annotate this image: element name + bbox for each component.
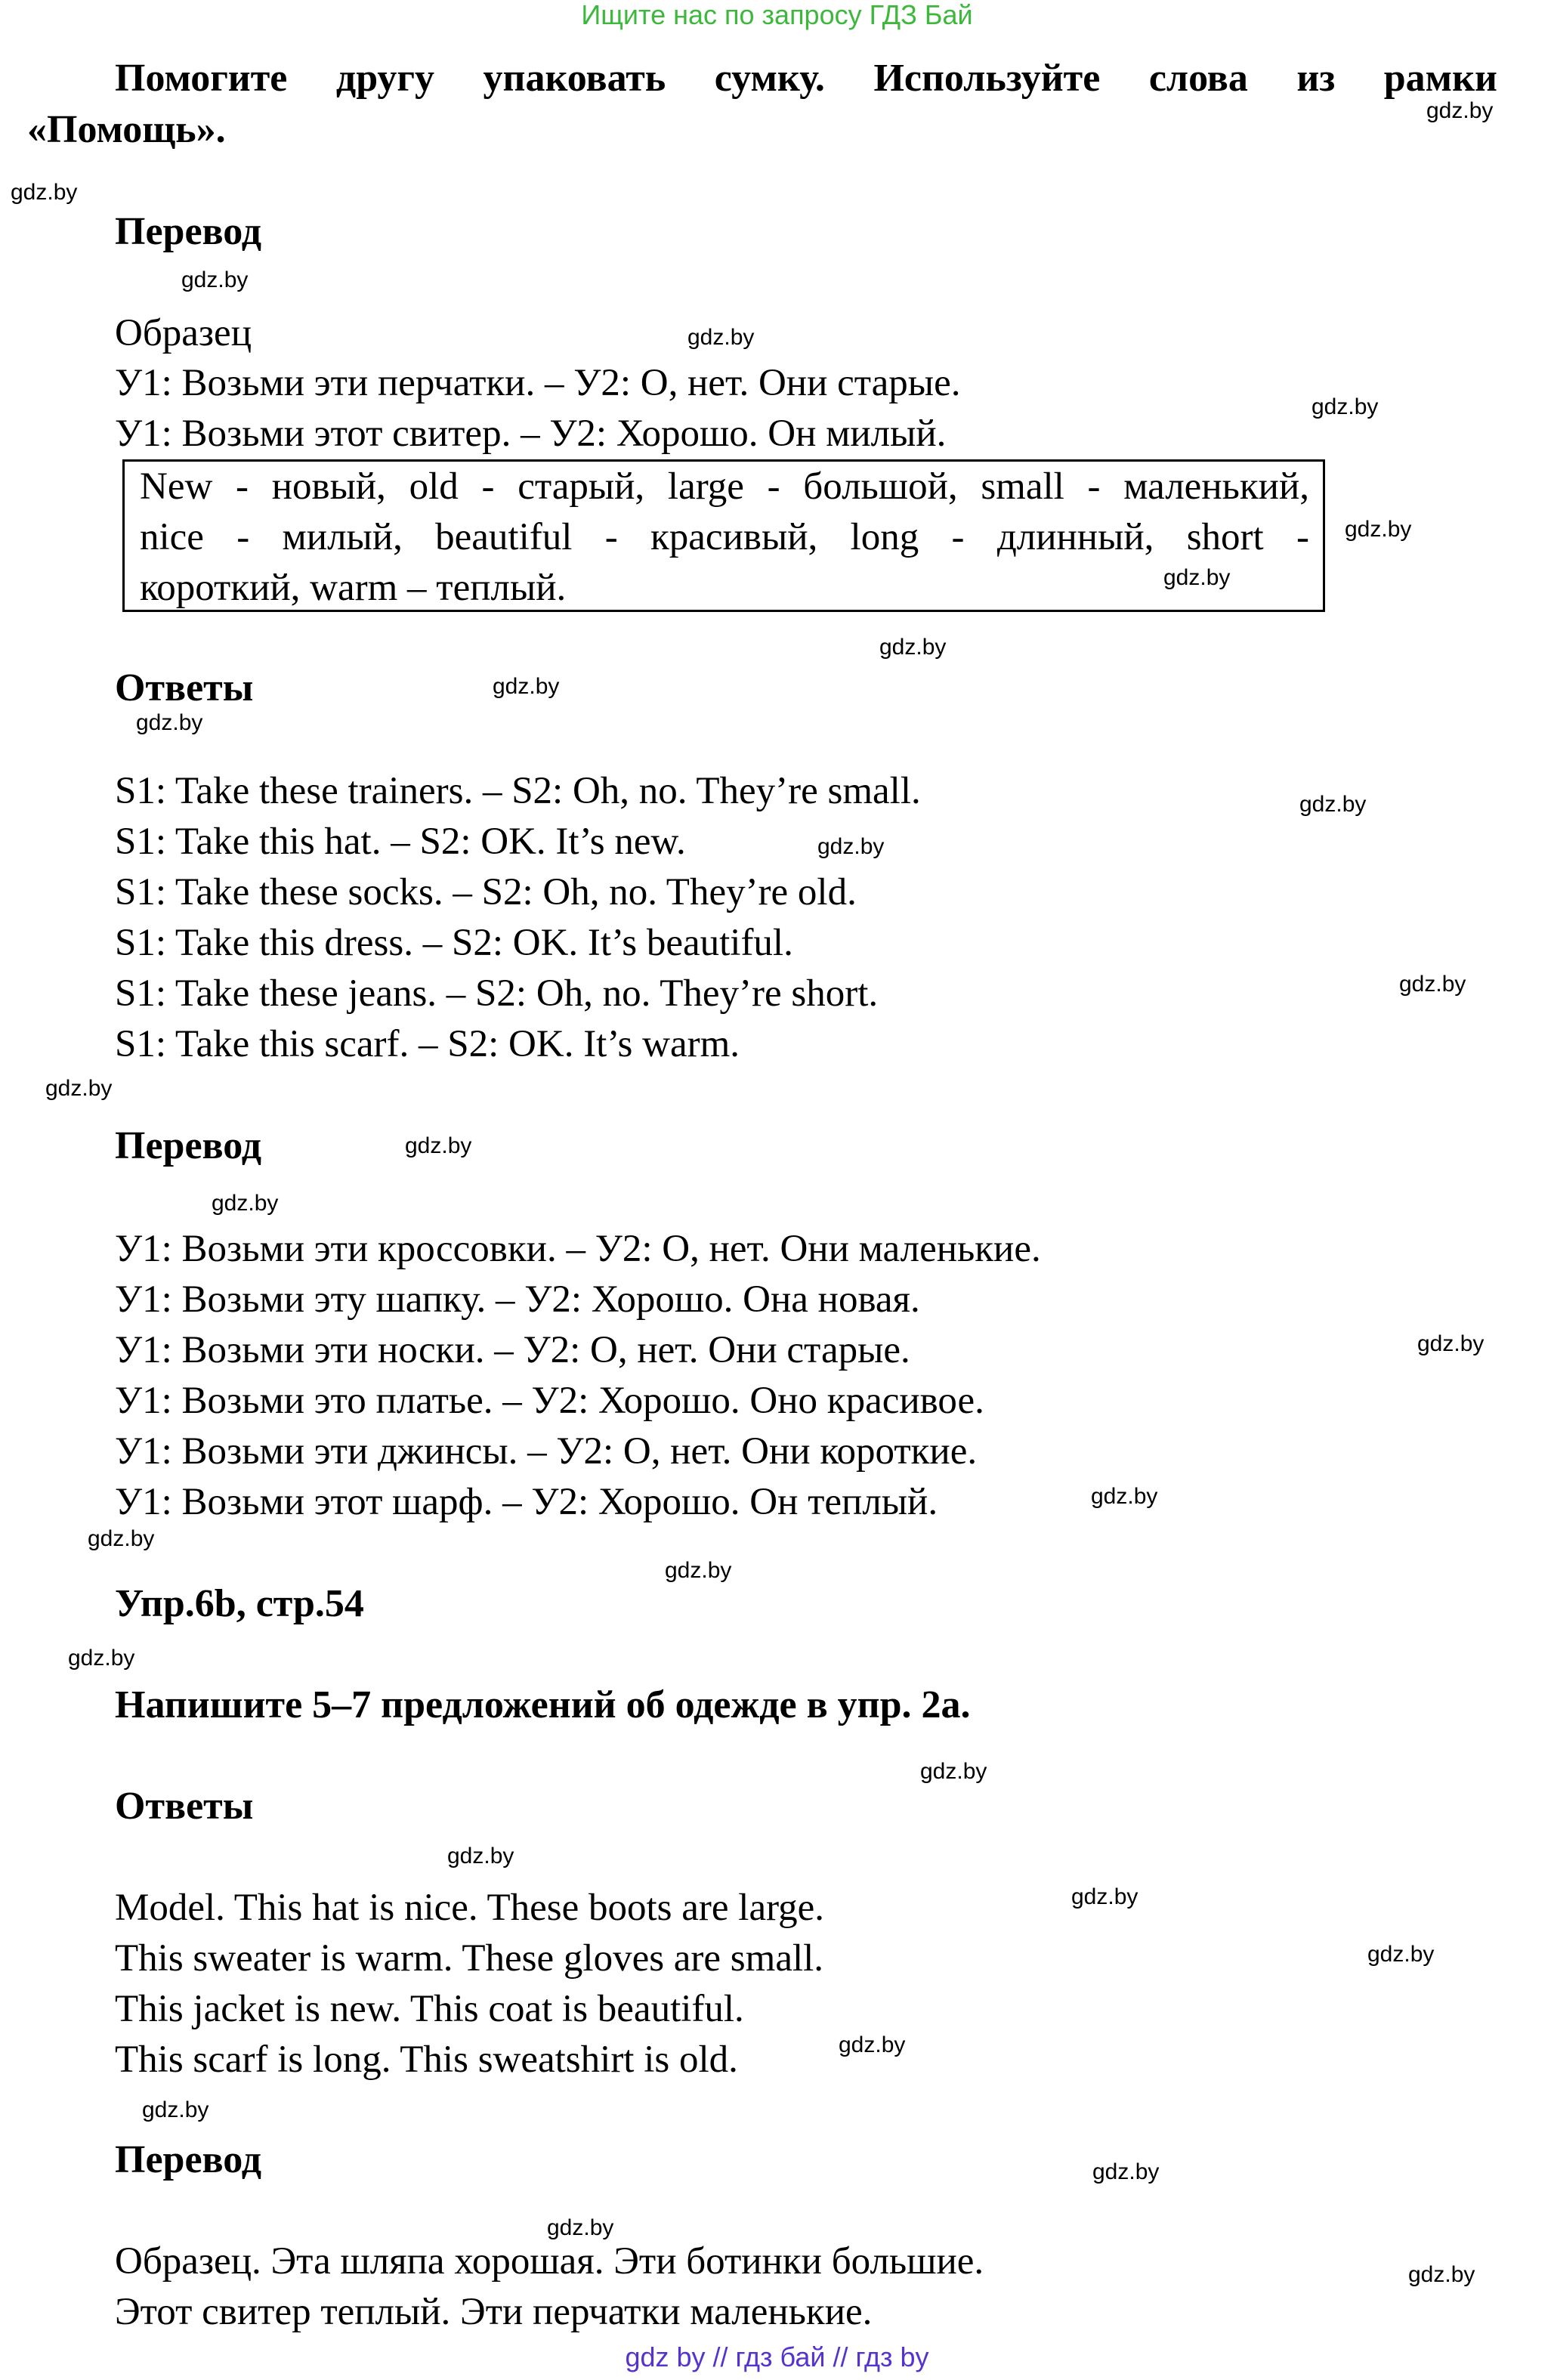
- translation-heading: Перевод: [115, 210, 262, 253]
- watermark: gdz.by: [547, 2215, 614, 2240]
- watermark: gdz.by: [181, 267, 249, 292]
- watermark: gdz.by: [1408, 2262, 1475, 2287]
- watermark: gdz.by: [212, 1191, 279, 1216]
- translation-line: У1: Возьми этот свитер. – У2: Хорошо. Он милый.: [115, 413, 947, 455]
- watermark: gdz.by: [68, 1646, 135, 1671]
- answer-line: This sweater is warm. These gloves are small.: [115, 1937, 824, 1980]
- answer-line: S1: Take these trainers. – S2: Oh, no. They’re small.: [115, 770, 921, 812]
- word-box-line: nice - милый, beautiful - красивый, long - длинный, short -: [140, 516, 1309, 558]
- watermark: gdz.by: [879, 635, 947, 660]
- watermark: gdz.by: [665, 1558, 732, 1583]
- answer-line: S1: Take this hat. – S2: OK. It’s new.: [115, 821, 686, 863]
- answer-line: This jacket is new. This coat is beautiful.: [115, 1988, 744, 2030]
- task-instruction-line-2: «Помощь».: [27, 108, 226, 151]
- watermark: gdz.by: [1345, 517, 1412, 542]
- watermark: gdz.by: [1367, 1942, 1435, 1967]
- watermark: gdz.by: [142, 2097, 209, 2122]
- answer-line: S1: Take this scarf. – S2: OK. It’s warm.: [115, 1023, 740, 1065]
- watermark: gdz.by: [1417, 1331, 1484, 1356]
- translation-line: У1: Возьми эти носки. – У2: О, нет. Они старые.: [115, 1329, 910, 1371]
- watermark: gdz.by: [1311, 394, 1379, 419]
- answer-line: S1: Take these jeans. – S2: Oh, no. They’re short.: [115, 972, 879, 1015]
- translation-line: У1: Возьми это платье. – У2: Хорошо. Оно красивое.: [115, 1380, 984, 1422]
- watermark: gdz.by: [45, 1076, 113, 1101]
- watermark: gdz.by: [1091, 1484, 1158, 1509]
- translation-line: У1: Возьми этот шарф. – У2: Хорошо. Он теплый.: [115, 1481, 938, 1523]
- translation-line: У1: Возьми эти джинсы. – У2: О, нет. Они короткие.: [115, 1430, 978, 1473]
- watermark: gdz.by: [1426, 98, 1494, 123]
- task-instruction-line-1: Помогите другу упаковать сумку. Используйте слова из рамки: [115, 57, 1497, 100]
- answers-heading: Ответы: [115, 666, 254, 709]
- answer-line: This scarf is long. This sweatshirt is old.: [115, 2038, 738, 2081]
- watermark: gdz.by: [920, 1759, 987, 1784]
- watermark: gdz.by: [817, 834, 885, 859]
- translation-line: У1: Возьми эти перчатки. – У2: О, нет. Они старые.: [115, 362, 961, 404]
- translation-line: Образец. Эта шляпа хорошая. Эти ботинки большие.: [115, 2240, 984, 2283]
- footer-watermark: gdz by // гдз бай // гдз by: [625, 2341, 929, 2372]
- watermark: gdz.by: [1399, 972, 1466, 997]
- translation-line: У1: Возьми эту шапку. – У2: Хорошо. Она новая.: [115, 1278, 920, 1321]
- watermark: gdz.by: [88, 1526, 155, 1551]
- translation-heading: Перевод: [115, 1124, 262, 1167]
- watermark: gdz.by: [1071, 1884, 1138, 1909]
- word-box: [122, 459, 1325, 612]
- translation-line: Этот свитер теплый. Эти перчатки маленькие.: [115, 2291, 873, 2333]
- watermark: gdz.by: [1163, 565, 1231, 590]
- watermark: gdz.by: [1299, 792, 1367, 817]
- sample-label: Образец: [115, 312, 252, 354]
- watermark: gdz.by: [1092, 2159, 1160, 2184]
- exercise-title: Упр.6b, стр.54: [115, 1582, 364, 1625]
- answer-line: Model. This hat is nice. These boots are large.: [115, 1887, 825, 1929]
- answer-line: S1: Take this dress. – S2: OK. It’s beautiful.: [115, 922, 793, 964]
- translation-line: У1: Возьми эти кроссовки. – У2: О, нет. Они маленькие.: [115, 1228, 1041, 1270]
- exercise-task: Напишите 5–7 предложений об одежде в упр. 2а.: [115, 1683, 971, 1726]
- word-box-line: короткий, warm – теплый.: [140, 567, 567, 609]
- word-box-line: New - новый, old - старый, large - большой, small - маленький,: [140, 465, 1309, 508]
- watermark: gdz.by: [447, 1844, 514, 1868]
- watermark: gdz.by: [493, 674, 560, 699]
- watermark: gdz.by: [687, 325, 755, 350]
- answers-heading: Ответы: [115, 1785, 254, 1828]
- watermark: gdz.by: [11, 180, 78, 205]
- watermark: gdz.by: [839, 2032, 906, 2057]
- top-banner: Ищите нас по запросу ГДЗ Бай: [581, 0, 973, 30]
- answer-line: S1: Take these socks. – S2: Oh, no. They’re old.: [115, 871, 857, 913]
- watermark: gdz.by: [136, 710, 203, 735]
- translation-heading: Перевод: [115, 2138, 262, 2181]
- watermark: gdz.by: [405, 1133, 472, 1158]
